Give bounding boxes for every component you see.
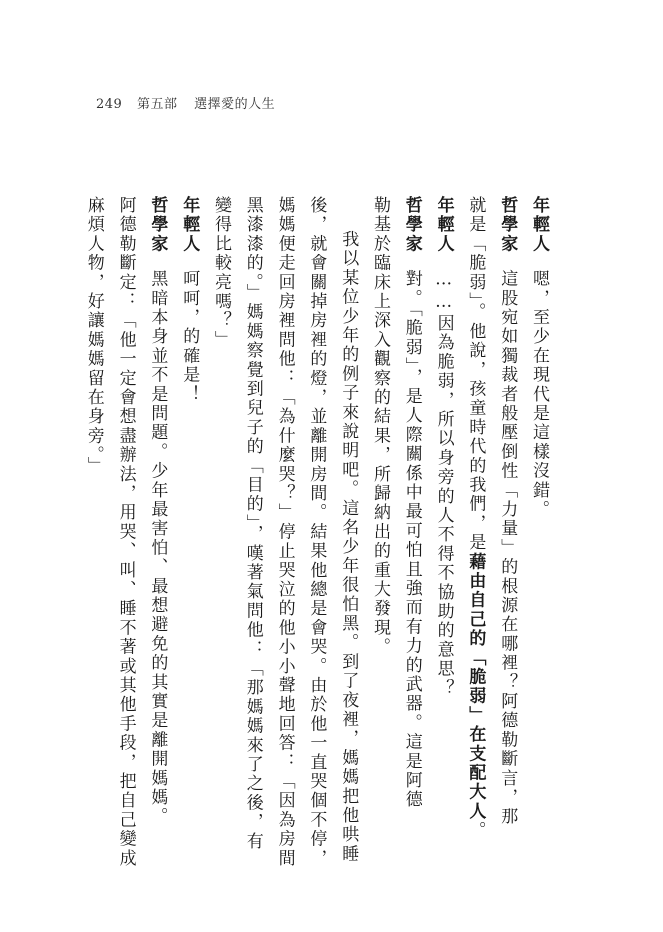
text-column — [527, 196, 551, 876]
text-column — [209, 196, 233, 876]
dialogue-text: 黑暗本身並不是問題。少年最害怕、最想避免的其實是離開媽媽。 — [147, 269, 168, 827]
paragraph-text: 媽媽便走回房裡問他：「為什麼哭？」停止哭泣的他小小聲地回答：「因為房間 — [274, 196, 295, 868]
text-column — [368, 196, 392, 876]
text-column — [145, 196, 169, 876]
text-column — [495, 196, 519, 876]
dialogue-text: 這股宛如獨裁者般壓倒性「力量」的根源在哪裡？阿德勒斷言，那 — [497, 269, 518, 827]
chapter-name: 選擇愛的人生 — [194, 97, 276, 112]
speaker-label: 年輕人 — [433, 196, 454, 254]
text-column — [114, 196, 138, 876]
emphasized-text: 藉由自己的「脆弱」在支配大人 — [465, 552, 486, 822]
dialogue-text: ……因為脆弱，所以身旁的人不得不協助的意思？ — [433, 269, 454, 699]
paragraph-text: 變得比較亮嗎？」 — [211, 196, 231, 350]
speaker-label: 哲學家 — [497, 196, 518, 254]
dialogue-text: 嗯，至少在現代是這樣沒錯。 — [529, 269, 549, 520]
paragraph-text: 勒基於臨床上深入觀察的結果，所歸納出的重大發現。 — [370, 196, 390, 657]
paragraph-text: 就是「脆弱」。他說，孩童時代的我們，是 — [465, 196, 486, 553]
text-column — [463, 196, 487, 876]
text-column — [177, 196, 201, 876]
page-header — [96, 93, 275, 112]
text-column — [82, 196, 106, 876]
speaker-label: 哲學家 — [147, 196, 168, 254]
text-column — [400, 196, 424, 876]
dialogue-text: 對。「脆弱」，是人際關係中最可怕且強而有力的武器。這是阿德 — [401, 269, 422, 810]
dialogue-text: 呵呵，的確是！ — [179, 269, 200, 405]
text-column — [304, 196, 328, 876]
part-name: 第五部 — [136, 97, 178, 112]
text-column — [241, 196, 265, 876]
speaker-label: 年輕人 — [179, 196, 200, 254]
text-column — [273, 196, 297, 876]
paragraph-text: 黑漆漆的。」媽媽察覺到兒子的「目的」，嘆著氣問他：「那媽媽來了之後，有 — [242, 196, 263, 851]
paragraph-text: 麻煩人物，好讓媽媽留在身旁。」 — [83, 196, 104, 476]
page-number: 249 — [96, 97, 123, 112]
text-column — [432, 196, 456, 876]
paragraph-text: 我以某位少年的例子來說明吧。這名少年很怕黑。到了夜裡，媽媽把他哄睡 — [338, 230, 359, 864]
speaker-label: 哲學家 — [401, 196, 422, 254]
paragraph-text: 阿德勒斷定：「他一定會想盡辦法，用哭、叫、睡不著或其他手段，把自己變成 — [115, 196, 136, 868]
speaker-label: 年輕人 — [529, 196, 549, 254]
paragraph-text: 。 — [465, 821, 486, 841]
paragraph-text: 後，就會關掉房裡的燈，並離開房間。結果他總是會哭。由於他一直哭個不停， — [306, 196, 327, 868]
text-column — [336, 196, 360, 876]
